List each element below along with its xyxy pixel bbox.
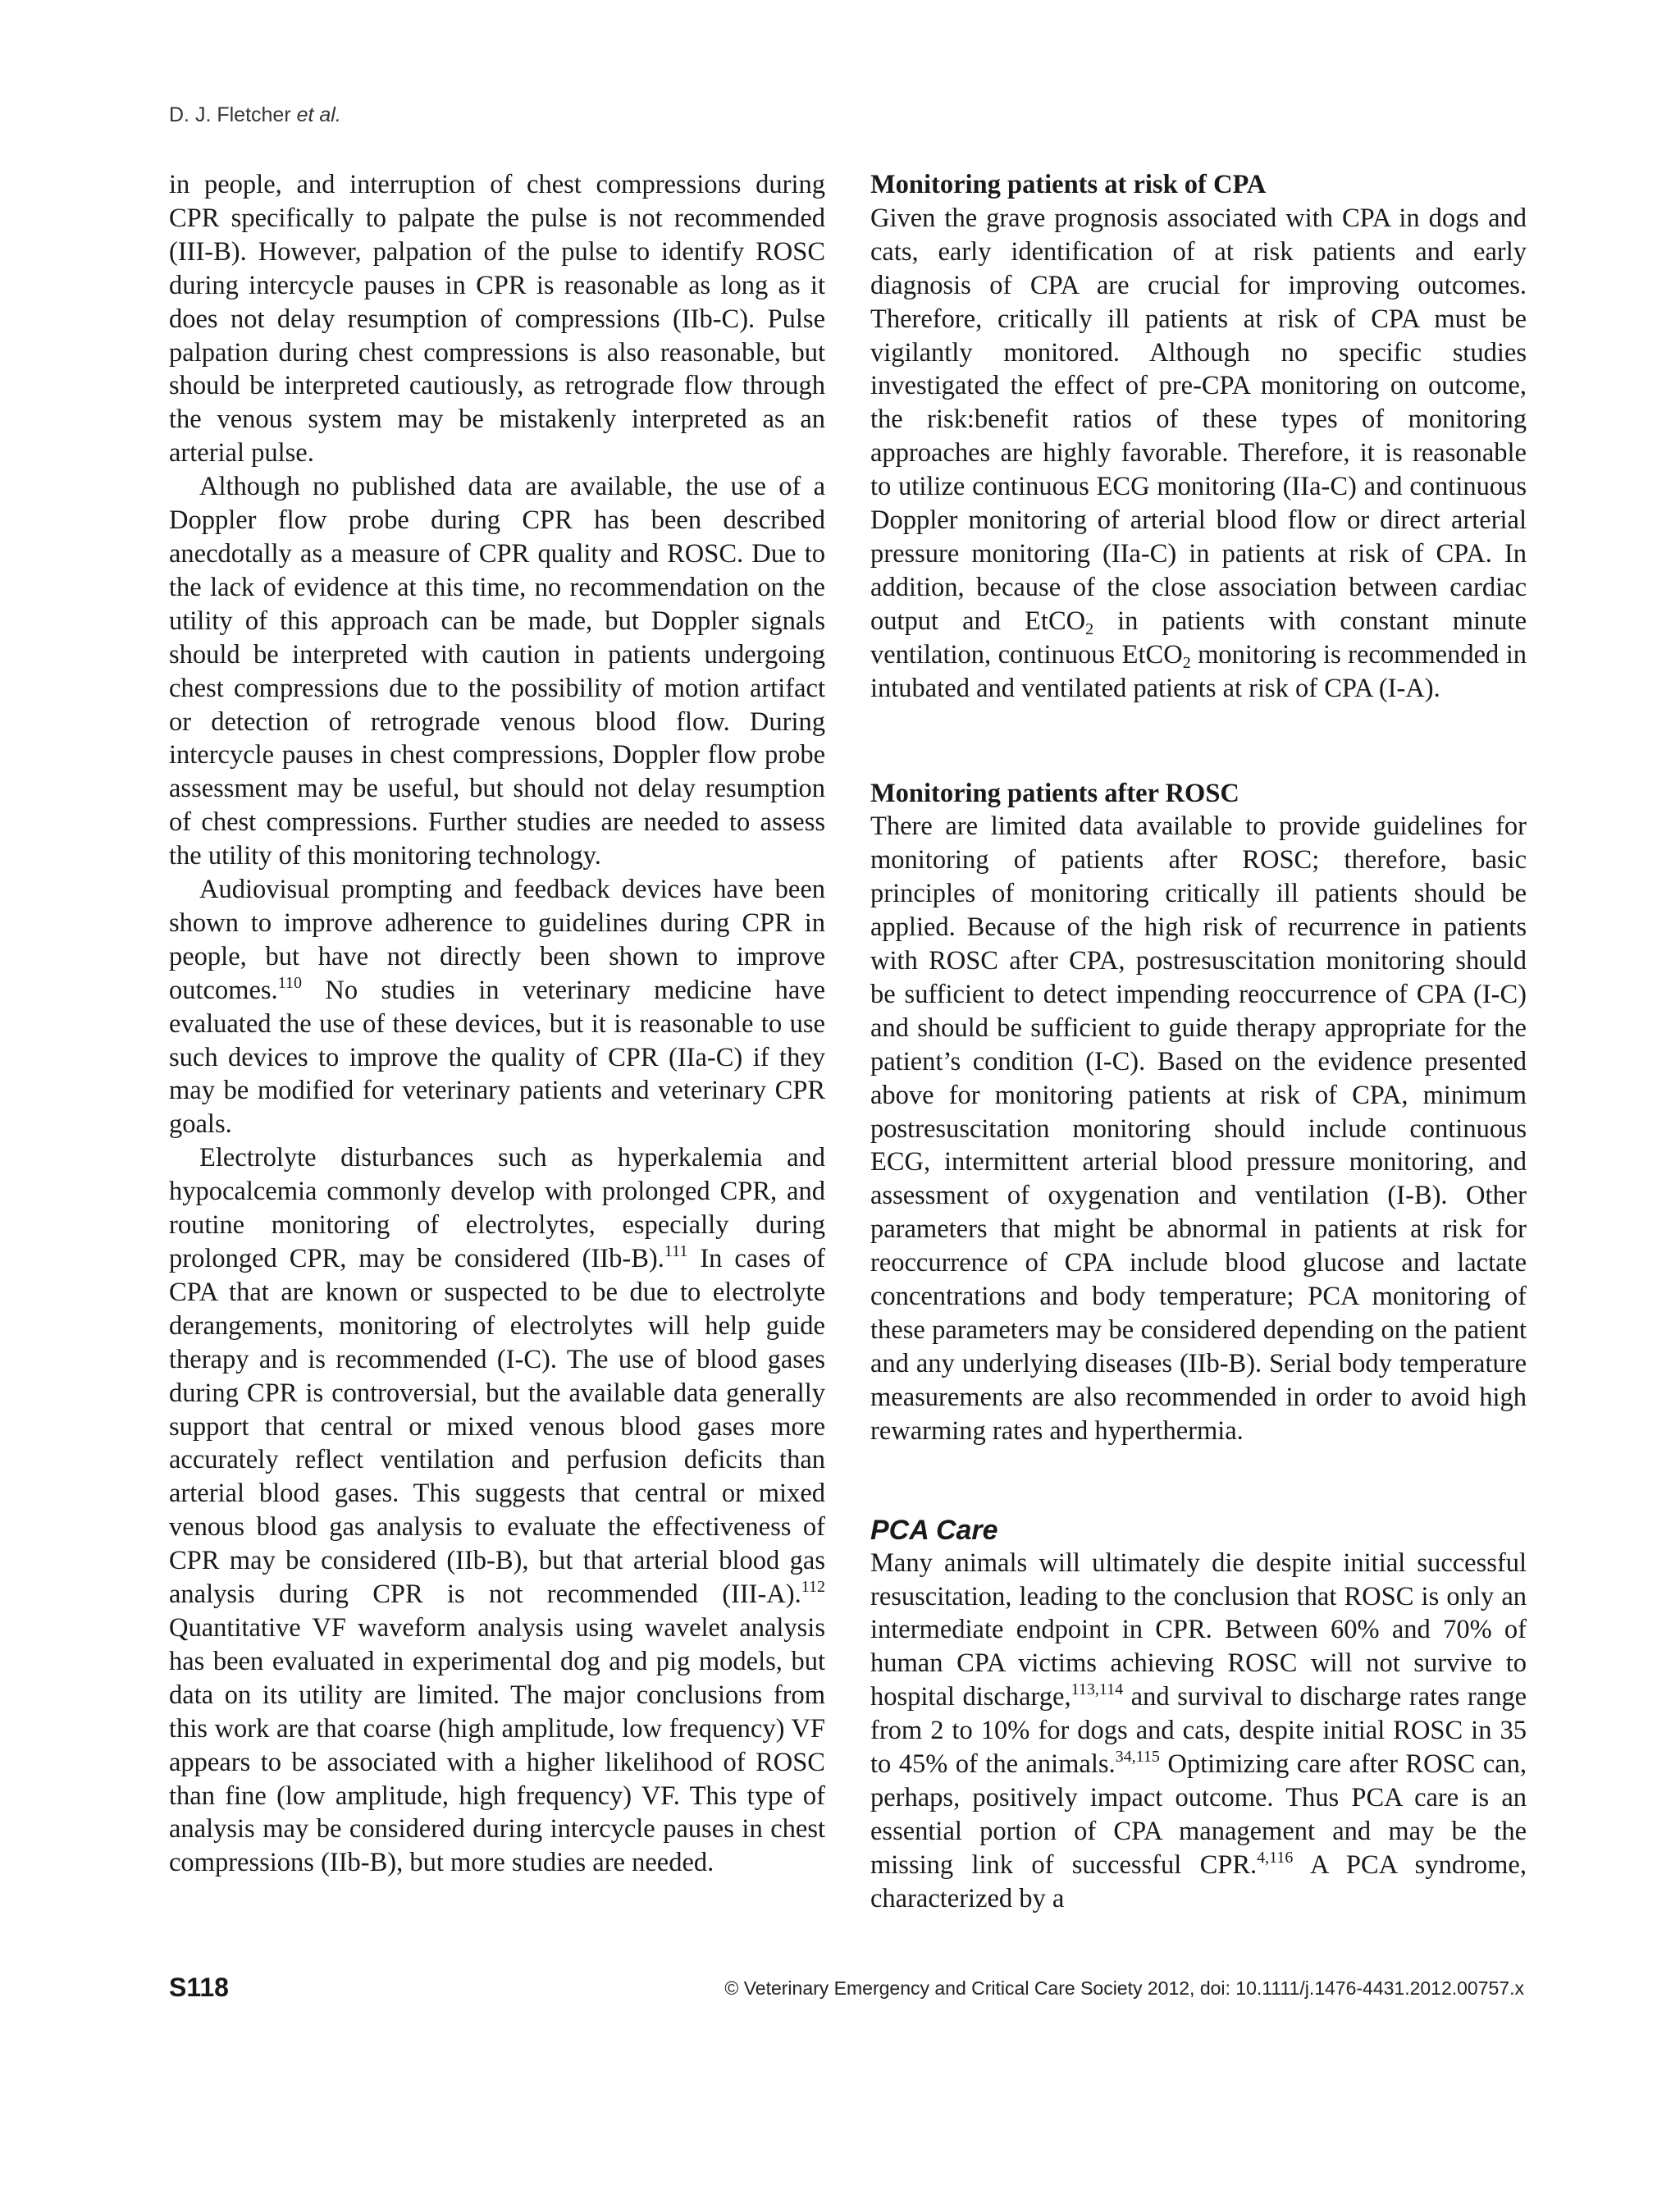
citation: 4,116 bbox=[1257, 1848, 1294, 1867]
paragraph: Electrolyte disturbances such as hyperkalemia and hypocalcemia commonly develop with prolonged CPR, and routine monitoring of electrolytes, especially during prolonged CPR, may be considered (IIb-B).$^{111}$ In cases of CPA that are known or suspected to be due to electrolyte derangements, monitoring of electrolytes will help guide therapy and is recommended (I-C). The use of blood gases during CPR is controversial, but the available data generally support that central or mixed venous blood gases more accurately reflect ventilation and perfusion deficits than arterial blood gases. This suggests that central or mixed venous blood gas analysis to evaluate the effectiveness of CPR may be considered (IIb-B), but that arterial blood gas analysis during CPR is not recommended (III-A).$^{112}$ Quantitative VF waveform analysis using wavelet analysis has been evaluated in experimental dog and pig models, but data on its utility are limited. The major conclusions from this work are that coarse (high amplitude, low frequency) VF appears to be associated with a higher likelihood of ROSC than fine (low amplitude, high frequency) VF. This type of analysis may be considered during intercycle pauses in chest compressions (IIb-B), but more studies are needed. bbox=[169, 1143, 826, 1878]
paragraph: Given the grave prognosis associated with CPA in dogs and cats, early identification of at risk patients and early diagnosis of CPA are crucial for improving outcomes. Therefore, critically ill patients at risk of CPA must be vigilantly monitored. Although no specific studies investigated the effect of pre-CPA monitoring on outcome, the risk:benefit ratios of these types of monitoring approaches are highly favorable. Therefore, it is reasonable to utilize continuous ECG monitoring (IIa-C) and continuous Doppler monitoring of arterial blood flow or direct arterial pressure monitoring (IIa-C) in patients at risk of CPA. In addition, because of the close association between cardiac output and EtCO$_2$ in patients with constant minute ventilation, continuous EtCO$_2$ monitoring is recommended in intubated and ventilated patients at risk of CPA (I-A). bbox=[870, 203, 1527, 703]
citation: 112 bbox=[801, 1578, 825, 1597]
paragraph: There are limited data available to provide guidelines for monitoring of patients after ROSC; therefore, basic principles of monitoring critically ill patients should be applied. Because of the high risk of recurrence in patients with ROSC after CPA, postresuscitation monitoring should be sufficient to detect impending reoccurrence of CPA (I-C) and should be sufficient to guide therapy appropriate for the patient’s condition (I-C). Based on the evidence presented above for monitoring patients at risk of CPA, minimum postresuscitation monitoring should include continuous ECG, intermittent arterial blood pressure monitoring, and assessment of oxygenation and ventilation (I-B). Other parameters that might be abnormal in patients at risk for reoccurrence of CPA include blood glucose and lactate concentrations and body temperature; PCA monitoring of these parameters may be considered depending on the patient and any underlying diseases (IIb-B). Serial body temperature measurements are also recommended in order to avoid high rewarming rates and hyperthermia. bbox=[870, 811, 1527, 1446]
header-etal: et al. bbox=[296, 103, 341, 126]
copyright-line: © Veterinary Emergency and Critical Care Society 2012, doi: 10.1111/j.1476-4431.2012.00757.x bbox=[724, 1977, 1524, 1999]
subheading-monitoring-after-rosc: Monitoring patients after ROSC bbox=[870, 778, 1239, 808]
running-head bbox=[169, 103, 341, 127]
left-column bbox=[169, 168, 825, 1880]
header-authors: D. J. Fletcher bbox=[169, 103, 291, 126]
page-number: S118 bbox=[169, 1973, 229, 2002]
subheading-monitoring-at-risk: Monitoring patients at risk of CPA bbox=[870, 170, 1267, 199]
paragraph: Many animals will ultimately die despite initial successful resuscitation, leading to the conclusion that ROSC is only an intermediate endpoint in CPR. Between 60% and 70% of human CPA victims achieving ROSC will not survive to hospital discharge,$^{113,114}$ and survival to discharge rates range from 2 to 10% for dogs and cats, despite initial ROSC in 35 to 45% of the animals.$^{34,115}$ Optimizing care after ROSC can, perhaps, positively impact outcome. Thus PCA care is an essential portion of CPA management and may be the missing link of successful CPR.$^{4,116}$ A PCA syndrome, characterized by a bbox=[870, 1547, 1527, 1913]
citation: 110 bbox=[277, 973, 302, 992]
citation: 34,115 bbox=[1115, 1748, 1160, 1767]
citation: 113,114 bbox=[1071, 1680, 1124, 1699]
paragraph: in people, and interruption of chest compressions during CPR specifically to palpate the pulse is not recommended (III-B). However, palpation of the pulse to identify ROSC during intercycle pauses in CPR is reasonable as long as it does not delay resumption of compressions (IIb-C). Pulse palpation during chest compressions is also reasonable, but should be interpreted cautiously, as retrograde flow through the venous system may be mistakenly interpreted as an arterial pulse. bbox=[169, 170, 825, 469]
paragraph: Although no published data are available, the use of a Doppler flow probe during CPR has been described anecdotally as a measure of CPR quality and ROSC. Due to the lack of evidence at this time, no recommendation on the utility of this approach can be made, but Doppler signals should be interpreted with caution in patients undergoing chest compressions due to the possibility of motion artifact or detection of retrograde venous blood flow. During intercycle pauses in chest compressions, Doppler flow probe assessment may be useful, but should not delay resumption of chest compressions. Further studies are needed to assess the utility of this monitoring technology. bbox=[169, 472, 825, 871]
citation: 111 bbox=[664, 1242, 688, 1260]
section-heading-pca-care: PCA Care bbox=[870, 1514, 998, 1546]
right-column bbox=[870, 168, 1527, 1916]
paragraph: Audiovisual prompting and feedback devices have been shown to improve adherence to guidelines during CPR in people, but have not directly been shown to improve outcomes.$^{110}$ No studies in veterinary medicine have evaluated the use of these devices, but it is reasonable to use such devices to improve the quality of CPR (IIa-C) if they may be modified for veterinary patients and veterinary CPR goals. bbox=[169, 875, 825, 1140]
